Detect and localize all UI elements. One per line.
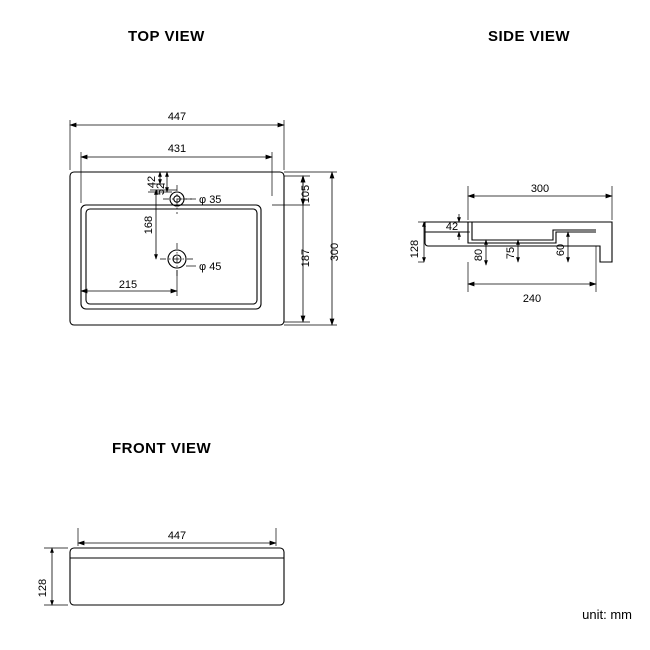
dim-phi45: φ 45 — [199, 261, 222, 273]
side-view-title: SIDE VIEW — [488, 28, 571, 45]
dim-side-80: 80 — [473, 248, 485, 262]
dim-front-128: 128 — [37, 578, 49, 598]
top-view-title: TOP VIEW — [128, 28, 205, 45]
dim-side-42: 42 — [445, 221, 459, 233]
dim-side-60: 60 — [555, 243, 567, 257]
front-view-title: FRONT VIEW — [112, 440, 212, 457]
dim-187: 187 — [300, 248, 312, 268]
dim-215: 215 — [118, 279, 138, 291]
dim-168: 168 — [143, 215, 155, 235]
dim-300-depth: 300 — [329, 242, 341, 262]
dim-431-inner-width: 431 — [167, 143, 187, 155]
dim-side-300: 300 — [530, 183, 550, 195]
dim-447-top: 447 — [167, 111, 187, 123]
dim-side-128: 128 — [409, 239, 421, 259]
dim-52-small: 52 — [155, 182, 167, 196]
dim-side-240: 240 — [522, 293, 542, 305]
unit-note: unit: mm — [582, 607, 632, 622]
dim-front-447: 447 — [167, 530, 187, 542]
dim-phi35: φ 35 — [199, 194, 222, 206]
dim-42-small: 42 — [146, 175, 158, 189]
dim-105: 105 — [300, 184, 312, 204]
dim-side-75: 75 — [505, 246, 517, 260]
